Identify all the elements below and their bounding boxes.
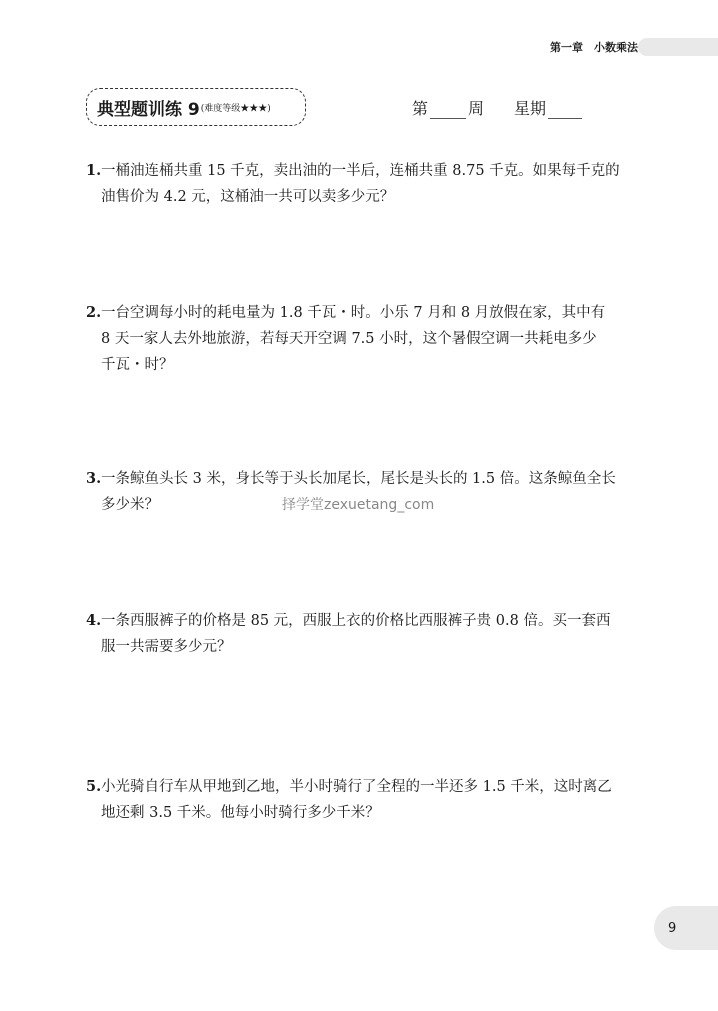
question-number: 2. [86, 304, 102, 321]
page-number: 9 [668, 920, 677, 936]
question-text: 一条西服裤子的价格是 85 元，西服上衣的价格比西服裤子贵 0.8 倍。买一套西 [101, 613, 611, 629]
week-blank[interactable] [430, 100, 466, 119]
question-4 [86, 608, 634, 660]
week-prefix: 第 [412, 99, 429, 118]
question-number: 5. [86, 778, 102, 795]
question-text: 一条鲸鱼头长 3 米，身长等于头长加尾长，尾长是头长的 1.5 倍。这条鲸鱼全长 [101, 471, 616, 487]
question-5 [86, 774, 634, 826]
chapter-title: 第一章 小数乘法 [550, 41, 638, 54]
question-text: 油售价为 4.2 元，这桶油一共可以卖多少元？ [101, 189, 395, 205]
section-title-box [86, 88, 306, 126]
question-2 [86, 300, 634, 378]
question-text: 一台空调每小时的耗电量为 1.8 千瓦・时。小乐 7 月和 8 月放假在家，其中有 [101, 305, 606, 321]
section-title: 典型题训练 9 [97, 99, 200, 120]
question-text: 服一共需要多少元？ [101, 639, 232, 655]
difficulty-label: (难度等级★★★) [200, 103, 271, 114]
question-1 [86, 158, 634, 210]
question-text: 多少米？ [101, 497, 159, 513]
question-number: 1. [86, 162, 102, 179]
watermark: 择学堂zexuetang_com [282, 497, 435, 513]
question-number: 4. [86, 612, 102, 629]
question-text: 地还剩 3.5 千米。他每小时骑行多少千米？ [101, 805, 380, 821]
day-label: 星期 [514, 99, 547, 118]
question-text: 8 天一家人去外地旅游，若每天开空调 7.5 小时，这个暑假空调一共耗电多少 [101, 331, 597, 347]
day-blank[interactable] [548, 100, 582, 119]
question-number: 3. [86, 470, 102, 487]
question-text: 千瓦・时？ [101, 357, 174, 373]
question-text: 小光骑自行车从甲地到乙地，半小时骑行了全程的一半还多 1.5 千米，这时离乙 [101, 779, 612, 795]
week-day-line [412, 96, 582, 119]
page-number-tab [654, 906, 718, 950]
chapter-header [546, 36, 718, 58]
chapter-pill [638, 38, 718, 56]
week-label: 周 [468, 99, 485, 118]
question-text: 一桶油连桶共重 15 千克，卖出油的一半后，连桶共重 8.75 千克。如果每千克的 [101, 163, 620, 179]
